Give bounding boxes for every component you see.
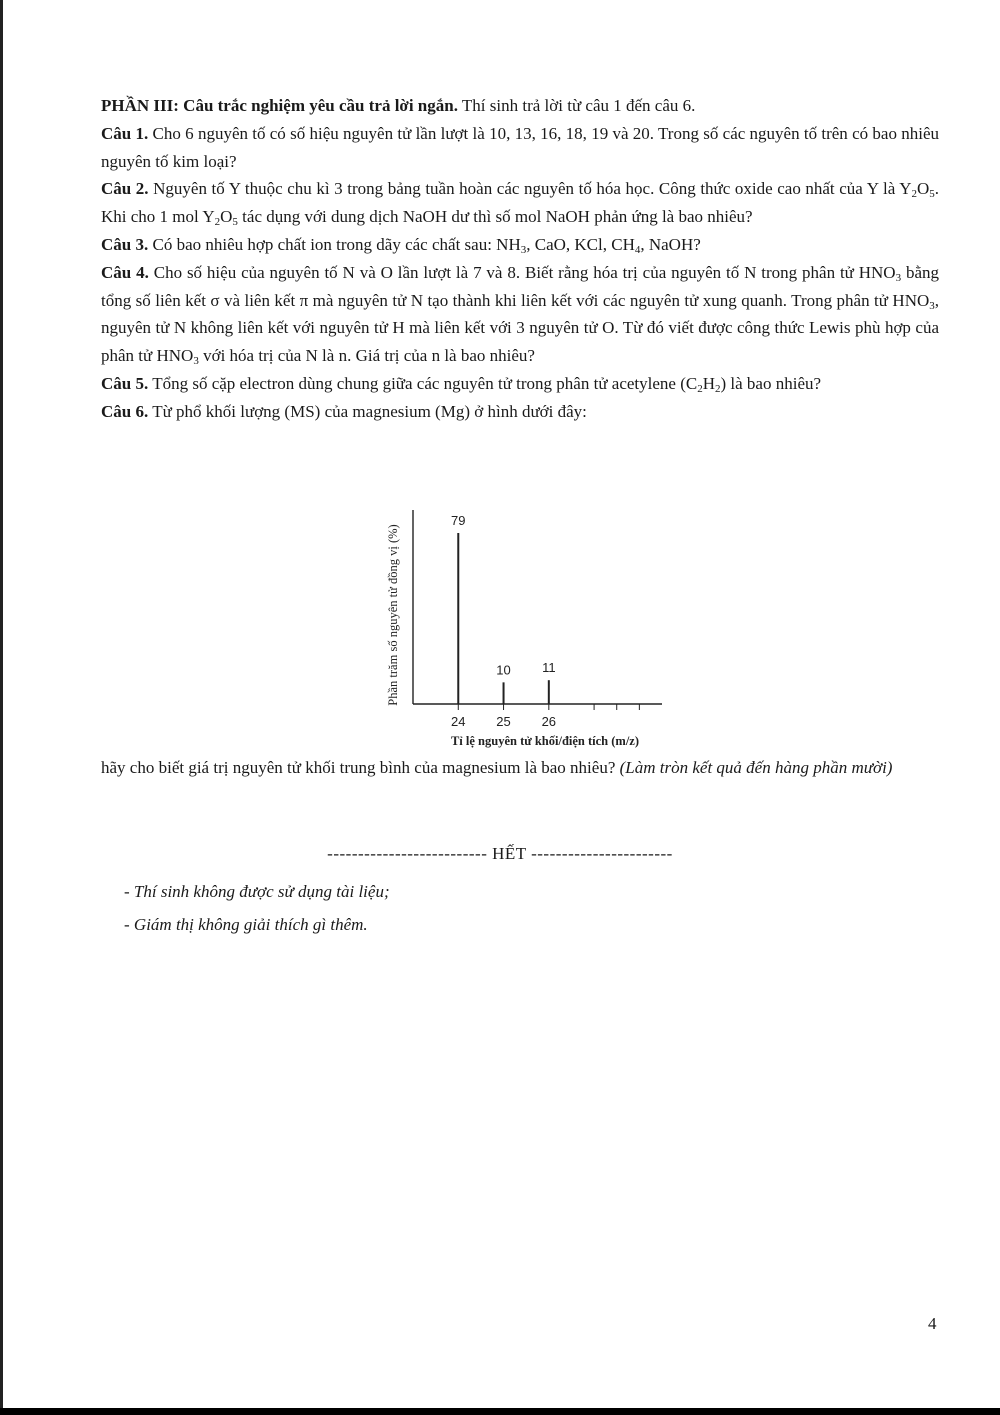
chart-x-axis-label: Tỉ lệ nguyên tử khối/điện tích (m/z) — [450, 734, 640, 748]
question-2-text: Nguyên tố Y thuộc chu kì 3 trong bảng tuần hoàn các nguyên tố hóa học. Công thức oxide cao nhất của Y là $Y_2O_5$. Khi cho 1 mol $Y_2O_5$ tác dụng với dung dịch NaOH dư thì số mol NaOH phản ứng là bao nhiêu? — [101, 179, 940, 229]
page-number: 4 — [928, 1314, 937, 1333]
question-3-label: Câu 3. — [101, 234, 149, 254]
peak-value-label: 79 — [451, 512, 466, 528]
question-3-text: Có bao nhiêu hợp chất ion trong dãy các chất sau: $NH_3$, CaO, KCl, $CH_4$, NaOH? — [152, 234, 701, 256]
end-marker: -------------------------- HẾT ----------------------- — [327, 844, 673, 863]
x-tick-label: 25 — [496, 714, 511, 729]
question-3 — [101, 231, 939, 259]
question-block — [101, 92, 939, 426]
question-1-label: Câu 1. — [101, 123, 149, 143]
question-5-text: Tổng số cặp electron dùng chung giữa các nguyên tử trong phân tử acetylene $(C_2H_2)$ là bao nhiêu? — [152, 373, 822, 395]
scan-edge-left — [0, 0, 3, 1415]
question-6-after-text: hãy cho biết giá trị nguyên tử khối trung bình của magnesium là bao nhiêu? — [101, 758, 616, 777]
footer-note-2: - Giám thị không giải thích gì thêm. — [124, 915, 368, 934]
section-header — [101, 92, 939, 120]
question-1 — [101, 120, 939, 176]
peak-value-label: 10 — [496, 662, 511, 678]
question-5-label: Câu 5. — [101, 373, 149, 393]
chart-marks — [451, 513, 556, 729]
question-6-continuation — [101, 754, 939, 782]
question-5 — [101, 370, 939, 398]
question-6-label: Câu 6. — [101, 401, 149, 421]
mass-spectrum-chart — [380, 490, 680, 754]
x-tick-label: 24 — [451, 714, 466, 729]
question-6 — [101, 398, 939, 426]
question-4-label: Câu 4. — [101, 262, 149, 282]
chart-axes — [413, 510, 662, 710]
question-4-text: Cho số hiệu của nguyên tố N và O lần lượt là 7 và 8. Biết rằng hóa trị của nguyên tố N trong phân tử $HNO_3$ bằng tổng số liên kết σ và liên kết π mà nguyên tử N tạo thành khi liên kết với các nguyên tử xung quanh. Trong phân tử $HNO_3$, nguyên tử N không liên kết với nguyên tử H mà liên kết với 3 nguyên tử O. Từ đó viết được công thức Lewis phù hợp của phân tử $HNO_3$ với hóa trị của N là n. Giá trị của n là bao nhiêu? — [101, 262, 940, 368]
scan-edge-bottom — [0, 1408, 1000, 1415]
section-instruction: Thí sinh trả lời từ câu 1 đến câu 6. — [461, 96, 696, 115]
question-2 — [101, 175, 939, 231]
section-title: PHẦN III: Câu trắc nghiệm yêu cầu trả lời ngắn. — [101, 96, 458, 115]
peak-value-label: 11 — [542, 660, 556, 676]
x-tick-label: 26 — [541, 714, 557, 729]
footer-note-1: - Thí sinh không được sử dụng tài liệu; — [124, 882, 390, 901]
question-6-text: Từ phổ khối lượng (MS) của magnesium (Mg) ở hình dưới đây: — [152, 401, 587, 421]
chart-y-axis-label: Phần trăm số nguyên tử đồng vị (%) — [386, 524, 400, 706]
question-6-rounding-note: (Làm tròn kết quả đến hàng phần mười) — [619, 758, 893, 777]
question-1-text: Cho 6 nguyên tố có số hiệu nguyên tử lần lượt là 10, 13, 16, 18, 19 và 20. Trong số các nguyên tố trên có bao nhiêu nguyên tố kim loại? — [101, 123, 940, 171]
question-4 — [101, 259, 939, 370]
question-2-label: Câu 2. — [101, 179, 149, 199]
